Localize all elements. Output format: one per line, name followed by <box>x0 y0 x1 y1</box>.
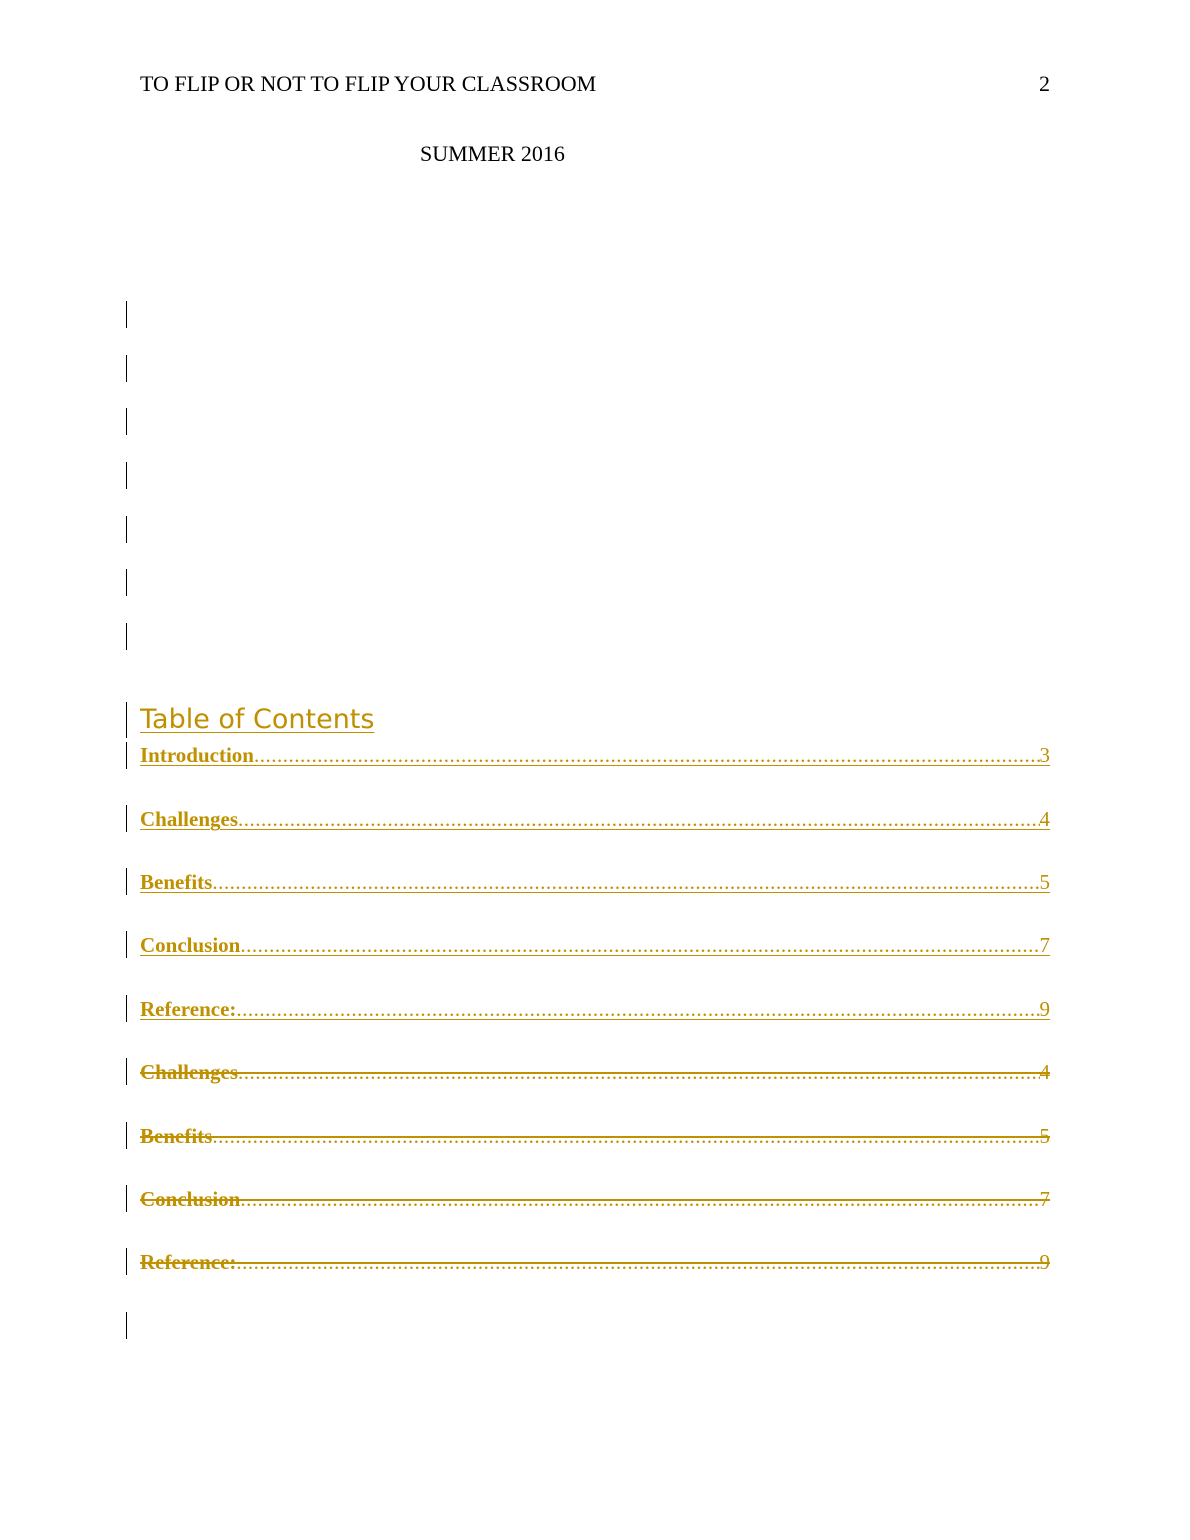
toc-entry-label: Challenges <box>140 807 239 831</box>
toc-entry-page: 7 <box>1039 1187 1050 1211</box>
change-bar <box>126 462 127 489</box>
change-bar <box>126 1058 127 1085</box>
toc-entry-page: 7 <box>1039 933 1050 957</box>
toc-leader <box>238 1058 1039 1086</box>
change-bar <box>126 569 127 596</box>
running-head: TO FLIP OR NOT TO FLIP YOUR CLASSROOM <box>140 71 597 96</box>
toc-leader <box>236 995 1039 1023</box>
toc-entry-page: 5 <box>1039 1124 1050 1148</box>
toc-entry-label: Introduction <box>140 743 254 767</box>
toc-entry-label: Benefits <box>140 870 213 894</box>
toc-entry-label: Conclusion <box>140 933 241 957</box>
toc-entry-page: 9 <box>1039 1250 1050 1274</box>
toc-leader <box>212 1122 1039 1150</box>
change-bar <box>126 702 127 738</box>
toc-entry-label: Reference: <box>140 997 237 1021</box>
deleted-toc-entry-conclusion[interactable] <box>140 1185 1050 1213</box>
deleted-toc-entry-reference[interactable] <box>140 1248 1050 1276</box>
toc-title: Table of Contents <box>140 704 375 735</box>
toc-entry-label: Benefits <box>140 1124 213 1148</box>
toc-entry-label: Challenges <box>140 1060 239 1084</box>
change-bar <box>126 868 127 895</box>
toc-leader <box>240 1185 1039 1213</box>
deleted-toc-entry-challenges[interactable] <box>140 1058 1050 1086</box>
change-bar <box>126 408 127 435</box>
change-bar <box>126 1122 127 1149</box>
toc-leader <box>236 1248 1039 1276</box>
toc-entry-introduction[interactable] <box>140 741 1050 769</box>
date-line: SUMMER 2016 <box>420 141 565 166</box>
toc-entry-conclusion[interactable] <box>140 931 1050 959</box>
change-bar <box>126 301 127 328</box>
change-bar <box>126 623 127 650</box>
toc-entry-page: 4 <box>1039 807 1050 831</box>
toc-leader <box>254 741 1040 769</box>
change-bar <box>126 742 127 769</box>
toc-leader <box>240 931 1039 959</box>
toc-entry-reference[interactable] <box>140 995 1050 1023</box>
toc-entry-page: 4 <box>1039 1060 1050 1084</box>
change-bar <box>126 1312 127 1339</box>
toc-entry-page: 5 <box>1039 870 1050 894</box>
change-bar <box>126 1248 127 1275</box>
change-bar <box>126 516 127 543</box>
toc-leader <box>238 805 1039 833</box>
toc-entry-benefits[interactable] <box>140 868 1050 896</box>
change-bar <box>126 995 127 1022</box>
toc-entry-label: Conclusion <box>140 1187 241 1211</box>
toc-entry-label: Reference: <box>140 1250 237 1274</box>
toc-leader <box>212 868 1039 896</box>
toc-entry-page: 9 <box>1039 997 1050 1021</box>
change-bar <box>126 355 127 382</box>
deleted-toc-entry-benefits[interactable] <box>140 1122 1050 1150</box>
change-bar <box>126 931 127 958</box>
toc-entry-page: 3 <box>1039 743 1050 767</box>
change-bar <box>126 805 127 832</box>
toc-entry-challenges[interactable] <box>140 805 1050 833</box>
page-number: 2 <box>1039 71 1050 96</box>
change-bar <box>126 1185 127 1212</box>
